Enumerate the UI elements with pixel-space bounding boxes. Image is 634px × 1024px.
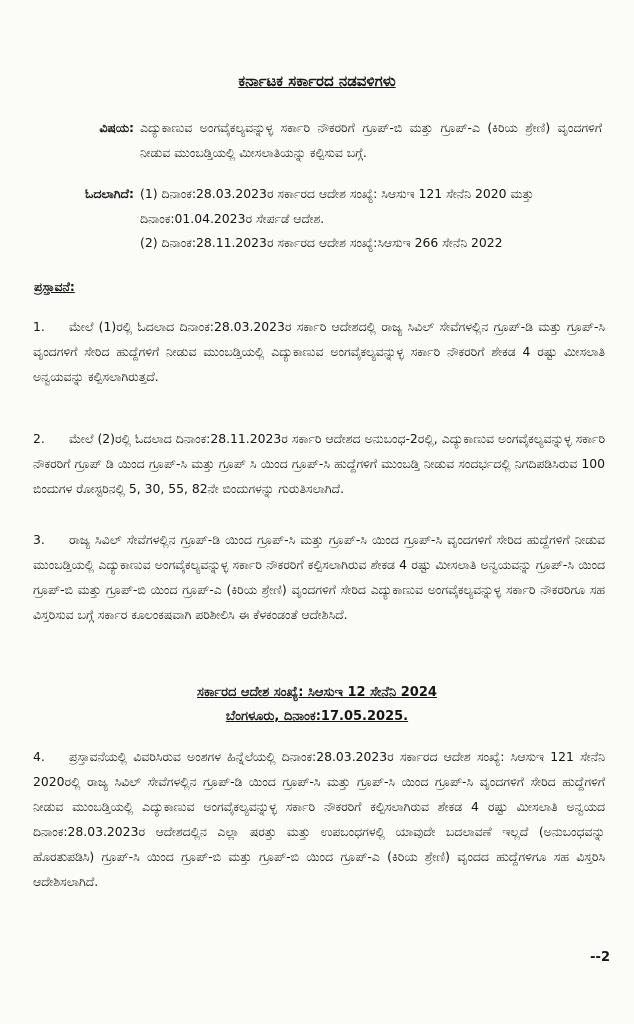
reference-item-1: (1) ದಿನಾಂಕ:28.03.2023ರ ಸರ್ಕಾರದ ಆದೇಶ ಸಂಖ್ಯೆ: ಸಿಆಸುಇ 121 ಸೇನೆನಿ 2020 ಮತ್ತು ದಿನಾಂಕ:01.04.2023ರ ಸೇರ್ಪಡೆ ಆದೇಶ. bbox=[140, 186, 534, 226]
references-label: ಓದಲಾಗಿದೆ: bbox=[85, 186, 134, 201]
paragraph-text: ಮೇಲೆ (1)ರಲ್ಲಿ ಓದಲಾದ ದಿನಾಂಕ:28.03.2023ರ ಸರ್ಕಾರಿ ಆದೇಶದಲ್ಲಿ ರಾಜ್ಯ ಸಿವಿಲ್ ಸೇವೆಗಳಲ್ಲಿನ ಗ್ರೂಪ್-ಡಿ ಮತ್ತು ಗ್ರೂಪ್-ಸಿ ವೃಂದಗಳಿಗೆ ಸೇರಿದ ಹುದ್ದೆಗಳಿಗೆ ನೀಡುವ ಮುಂಬಡ್ತಿಯಲ್ಲಿ ಎದ್ಯುಕಾಣುವ ಅಂಗವೈಕಲ್ಯವನ್ನುಳ್ಳ ಸರ್ಕಾರಿ ನೌಕರರಿಗೆ ಶೇಕಡ 4 ರಷ್ಟು ಮೀಸಲಾತಿ ಅನ್ವಯವನ್ನು ಕಲ್ಪಿಸಲಾಗಿರುತ್ತದೆ. bbox=[33, 319, 605, 384]
order-number: ಸರ್ಕಾರದ ಆದೇಶ ಸಂಖ್ಯೆ: ಸಿಆಸುಇ 12 ಸೇನೆನಿ 2024 bbox=[197, 685, 437, 700]
preamble-heading: ಪ್ರಸ್ತಾವನೆ: bbox=[34, 279, 75, 294]
paragraph-text: ರಾಜ್ಯ ಸಿವಿಲ್ ಸೇವೆಗಳಲ್ಲಿನ ಗ್ರೂಪ್-ಡಿ ಯಿಂದ ಗ್ರೂಪ್-ಸಿ ಮತ್ತು ಗ್ರೂಪ್-ಸಿ ಯಿಂದ ಗ್ರೂಪ್-ಸಿ ವೃಂದಗಳಿಗೆ ಸೇರಿದ ಹುದ್ದೆಗಳಿಗೆ ನೀಡುವ ಮುಂಬಡ್ತಿಯಲ್ಲಿ ಎದ್ಯುಕಾಣುವ ಅಂಗವೈಕಲ್ಯವನ್ನುಳ್ಳ ಸರ್ಕಾರಿ ನೌಕರರಿಗೆ ಕಲ್ಪಿಸಲಾಗಿರುವ ಶೇಕಡ 4 ರಷ್ಟು ಮೀಸಲಾತಿ ಅನ್ವಯವನ್ನು ಗ್ರೂಪ್-ಸಿ ಯಿಂದ ಗ್ರೂಪ್-ಬಿ ಮತ್ತು ಗ್ರೂಪ್-ಬಿ ಯಿಂದ ಗ್ರೂಪ್-ಎ (ಕಿರಿಯ ಶ್ರೇಣಿ) ವೃಂದಗಳಿಗೆ ಸೇರಿದ ಎದ್ಯುಕಾಣುವ ಅಂಗವೈಕಲ್ಯವನ್ನುಳ್ಳ ಸರ್ಕಾರಿ ನೌಕರರಿಗೂ ಸಹ ವಿಸ್ತರಿಸುವ ಬಗ್ಗೆ ಸರ್ಕಾರ ಕೂಲಂಕಷವಾಗಿ ಪರಿಶೀಲಿಸಿ ಈ ಕೆಳಕಂಡಂತೆ ಆದೇಶಿಸಿದೆ. bbox=[33, 532, 605, 622]
reference-item-2: (2) ದಿನಾಂಕ:28.11.2023ರ ಸರ್ಕಾರದ ಆದೇಶ ಸಂಖ್ಯೆ:ಸಿಆಸುಇ 266 ಸೇನೆನಿ 2022 bbox=[140, 235, 503, 250]
paragraph-2 bbox=[33, 426, 605, 501]
paragraph-4 bbox=[33, 744, 605, 894]
paragraph-1 bbox=[33, 314, 605, 389]
paragraph-number: 3. bbox=[33, 532, 45, 547]
document-title: ಕರ್ನಾಟಕ ಸರ್ಕಾರದ ನಡವಳಿಗಳು bbox=[238, 72, 396, 90]
page-continuation-marker: --2 bbox=[590, 950, 610, 965]
order-place-date: ಬೆಂಗಳೂರು, ದಿನಾಂಕ:17.05.2025. bbox=[225, 709, 409, 724]
paragraph-text: ಮೇಲೆ (2)ರಲ್ಲಿ ಓದಲಾದ ದಿನಾಂಕ:28.11.2023ರ ಸರ್ಕಾರಿ ಆದೇಶದ ಅನುಬಂಧ-2ರಲ್ಲಿ, ಎದ್ಯುಕಾಣುವ ಅಂಗವೈಕಲ್ಯವನ್ನುಳ್ಳ ಸರ್ಕಾರಿ ನೌಕರರಿಗೆ ಗ್ರೂಪ್ ಡಿ ಯಿಂದ ಗ್ರೂಪ್-ಸಿ ಮತ್ತು ಗ್ರೂಪ್ ಸಿ ಯಿಂದ ಗ್ರೂಪ್-ಸಿ ಹುದ್ದೆಗಳಿಗೆ ಮುಂಬಡ್ತಿ ನೀಡುವ ಸಂದರ್ಭದಲ್ಲಿ ನಿಗದಿಪಡಿಸಿರುವ 100 ಬಿಂದುಗಳ ರೋಸ್ಟರಿನಲ್ಲಿ 5, 30, 55, 82ನೇ ಬಿಂದುಗಳನ್ನು ಗುರುತಿಸಲಾಗಿದೆ. bbox=[33, 431, 605, 496]
paragraph-text: ಪ್ರಸ್ತಾವನೆಯಲ್ಲಿ ವಿವರಿಸಿರುವ ಅಂಶಗಳ ಹಿನ್ನೆಲೆಯಲ್ಲಿ ದಿನಾಂಕ:28.03.2023ರ ಸರ್ಕಾರದ ಆದೇಶ ಸಂಖ್ಯೆ: ಸಿಆಸುಇ 121 ಸೇನೆನಿ 2020ರಲ್ಲಿ ರಾಜ್ಯ ಸಿವಿಲ್ ಸೇವೆಗಳಲ್ಲಿನ ಗ್ರೂಪ್-ಡಿ ಯಿಂದ ಗ್ರೂಪ್-ಸಿ ಮತ್ತು ಗ್ರೂಪ್-ಸಿ ಯಿಂದ ಗ್ರೂಪ್-ಸಿ ವೃಂದಗಳಿಗೆ ಸೇರಿದ ಹುದ್ದೆಗಳಿಗೆ ನೀಡುವ ಮುಂಬಡ್ತಿಯಲ್ಲಿ ಎದ್ಯುಕಾಣುವ ಅಂಗವೈಕಲ್ಯವನ್ನುಳ್ಳ ಸರ್ಕಾರಿ ನೌಕರರಿಗೆ ಕಲ್ಪಿಸಲಾಗಿರುವ ಶೇಕಡ 4 ರಷ್ಟು ಮೀಸಲಾತಿ ಅನ್ವಯದ ದಿನಾಂಕ:28.03.2023ರ ಆದೇಶದಲ್ಲಿನ ಎಲ್ಲಾ ಷರತ್ತು ಮತ್ತು ಉಪಬಂಧಗಳಲ್ಲಿ ಯಾವುದೇ ಬದಲಾವಣೆ ಇಲ್ಲದೆ (ಅನುಬಂಧವನ್ನು ಹೊರತುಪಡಿಸಿ) ಗ್ರೂಪ್-ಸಿ ಯಿಂದ ಗ್ರೂಪ್-ಬಿ ಮತ್ತು ಗ್ರೂಪ್-ಬಿ ಯಿಂದ ಗ್ರೂಪ್-ಎ (ಕಿರಿಯ ಶ್ರೇಣಿ) ವೃಂದದ ಹುದ್ದೆಗಳಿಗೂ ಸಹ ವಿಸ್ತರಿಸಿ ಆದೇಶಿಸಲಾಗಿದೆ. bbox=[33, 749, 605, 889]
subject-label: ವಿಷಯ: bbox=[99, 120, 134, 135]
paragraph-number: 2. bbox=[33, 431, 45, 446]
paragraph-number: 1. bbox=[33, 319, 45, 334]
paragraph-3 bbox=[33, 527, 605, 627]
subject-text: ಎದ್ಯುಕಾಣುವ ಅಂಗವೈಕಲ್ಯವನ್ನುಳ್ಳ ಸರ್ಕಾರಿ ನೌಕರರಿಗೆ ಗ್ರೂಪ್-ಬಿ ಮತ್ತು ಗ್ರೂಪ್-ಎ (ಕಿರಿಯ ಶ್ರೇಣಿ) ವೃಂದಗಳಿಗೆ ನೀಡುವ ಮುಂಬಡ್ತಿಯಲ್ಲಿ ಮೀಸಲಾತಿಯನ್ನು ಕಲ್ಪಿಸುವ ಬಗ್ಗೆ. bbox=[140, 120, 602, 160]
paragraph-number: 4. bbox=[33, 749, 45, 764]
